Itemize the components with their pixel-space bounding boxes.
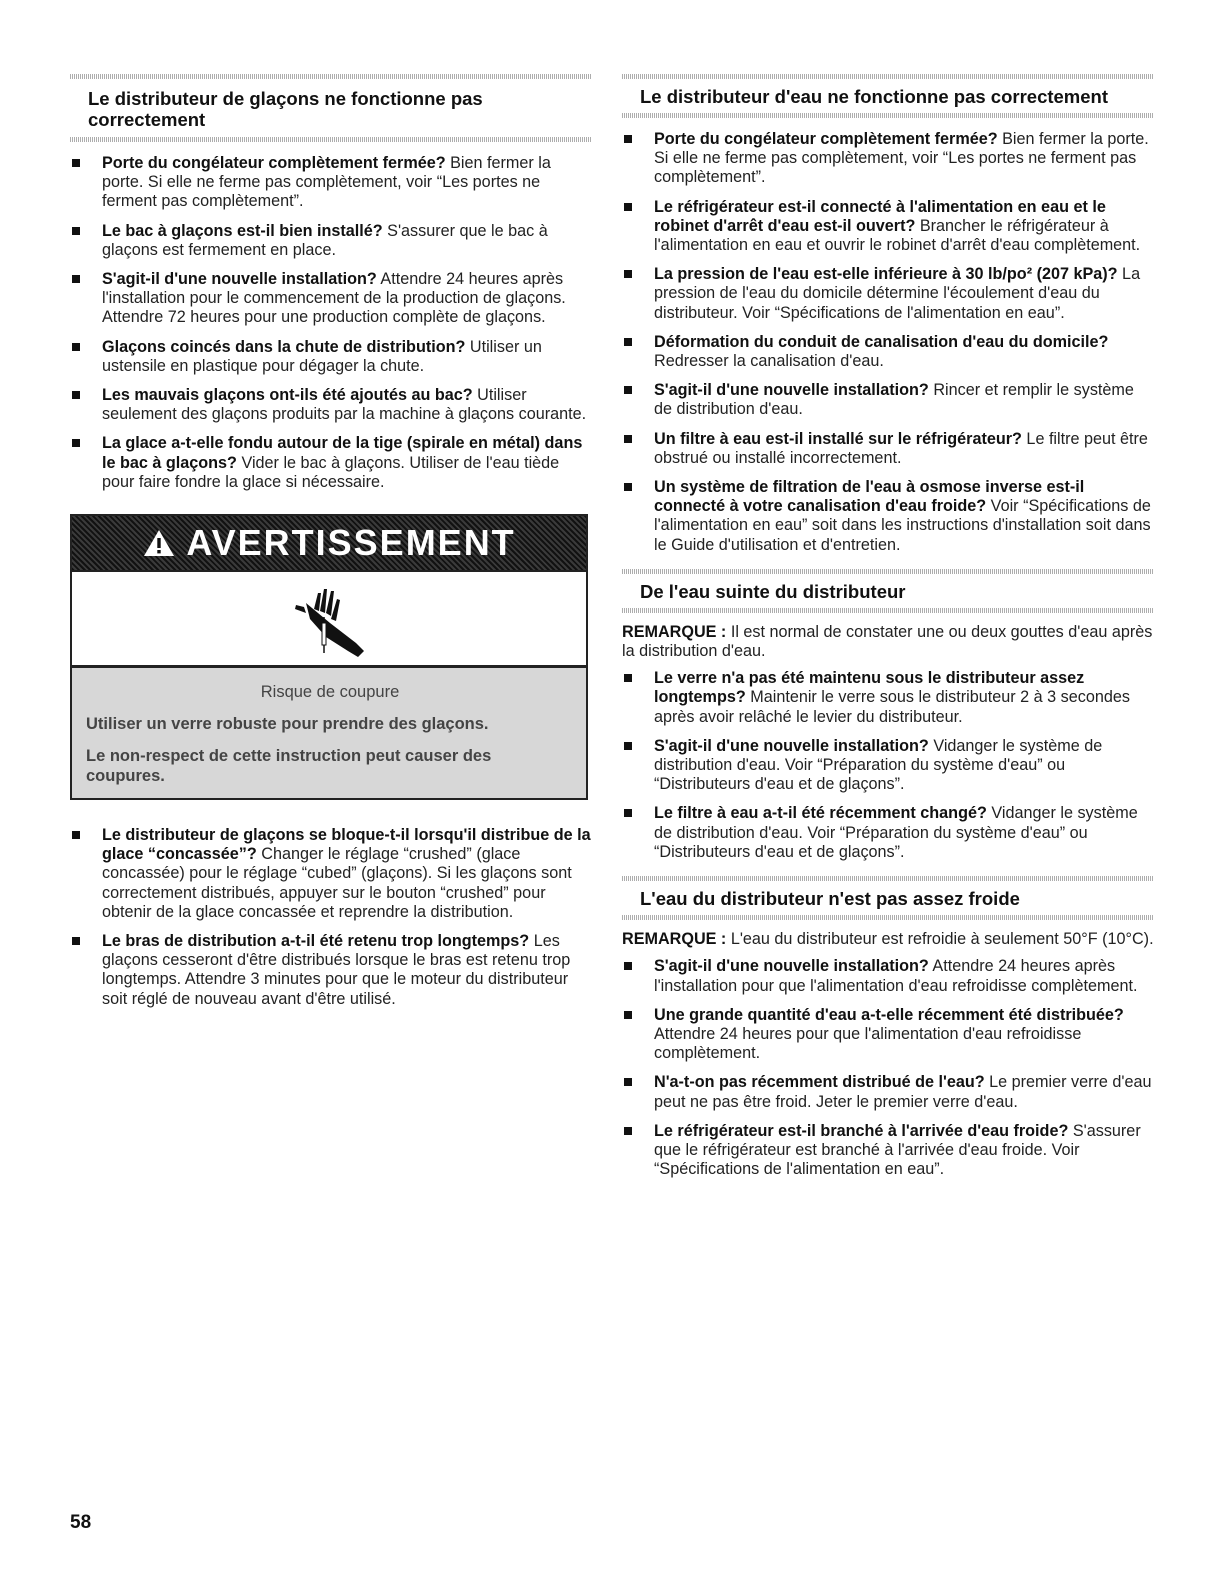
right-column xyxy=(622,74,1154,1189)
list-item: Le verre n'a pas été maintenu sous le distributeur assez longtemps? Maintenir le verre sous le distributeur 2 à 3 secondes après avoir relâché le levier du distributeur. xyxy=(622,669,1154,727)
list-item: Porte du congélateur complètement fermée? Bien fermer la porte. Si elle ne ferme pas complètement, voir “Les portes ne ferment pas complètement”. xyxy=(622,130,1154,188)
section-title-water-leak: De l'eau suinte du distributeur xyxy=(640,580,906,602)
warning-title: AVERTISSEMENT xyxy=(186,522,516,564)
section-rule xyxy=(70,137,592,142)
section-rule xyxy=(70,74,592,79)
section-rule xyxy=(622,74,1154,79)
section-rule xyxy=(622,113,1154,118)
list-item: Glaçons coincés dans la chute de distribution? Utiliser un ustensile en plastique pour dégager la chute. xyxy=(70,338,592,376)
warning-triangle-icon xyxy=(142,528,176,558)
water-leak-note: REMARQUE : Il est normal de constater une ou deux gouttes d'eau après la distribution d'eau. xyxy=(622,622,1153,661)
section-title-water-not-cold: L'eau du distributeur n'est pas assez froide xyxy=(640,888,1020,910)
warning-body xyxy=(72,668,586,798)
warning-header xyxy=(72,516,586,572)
list-item: Le distributeur de glaçons se bloque-t-il lorsqu'il distribue de la glace “concassée”? Changer le réglage “crushed” (glace concassée) pour le réglage “cubed” (glaçons). Si les glaçons sont correctement distribués, appuyer sur le bouton “crushed” pour obtenir de la glace concassée et reprendre la distribution. xyxy=(70,826,592,922)
list-item: Les mauvais glaçons ont-ils été ajoutés au bac? Utiliser seulement des glaçons produits par la machine à glaçons courante. xyxy=(70,386,592,424)
list-item: Le filtre à eau a-t-il été récemment changé? Vidanger le système de distribution d'eau. Voir “Préparation du système d'eau” ou “Distributeurs d'eau et de glaçons”. xyxy=(622,804,1154,862)
list-item: N'a-t-on pas récemment distribué de l'eau? Le premier verre d'eau peut ne pas être froid. Jeter le premier verre d'eau. xyxy=(622,1073,1154,1111)
water-leak-list xyxy=(622,669,1154,862)
water-not-cold-list xyxy=(622,957,1154,1179)
section-rule xyxy=(622,876,1154,881)
warning-instruction: Utiliser un verre robuste pour prendre des glaçons. xyxy=(86,715,489,734)
water-not-cold-note: REMARQUE : L'eau du distributeur est refroidie à seulement 50°F (10°C). xyxy=(622,930,1154,949)
cut-hand-icon xyxy=(284,579,374,659)
ice-dispenser-list-continued xyxy=(70,826,592,1009)
list-item: S'agit-il d'une nouvelle installation? Rincer et remplir le système de distribution d'eau. xyxy=(622,381,1154,419)
list-item: Le réfrigérateur est-il branché à l'arrivée d'eau froide? S'assurer que le réfrigérateur est branché à l'arrivée d'eau froide. Voir “Spécifications de l'alimentation en eau”. xyxy=(622,1122,1154,1180)
list-item: Déformation du conduit de canalisation d'eau du domicile? Redresser la canalisation d'eau. xyxy=(622,333,1154,371)
list-item: S'agit-il d'une nouvelle installation? Attendre 24 heures après l'installation pour le commencement de la production de glaçons. Attendre 72 heures pour une production complète de glaçons. xyxy=(70,270,592,328)
list-item: Une grande quantité d'eau a-t-elle récemment été distribuée? Attendre 24 heures pour que l'alimentation d'eau refroidisse complètement. xyxy=(622,1006,1154,1064)
warning-box xyxy=(70,514,588,800)
list-item: Un filtre à eau est-il installé sur le réfrigérateur? Le filtre peut être obstrué ou installé incorrectement. xyxy=(622,430,1154,468)
list-item: Le réfrigérateur est-il connecté à l'alimentation en eau et le robinet d'arrêt d'eau est-il ouvert? Brancher le réfrigérateur à l'alimentation en eau et ouvrir le robinet d'arrêt d'eau complètement. xyxy=(622,198,1154,256)
list-item: La glace a-t-elle fondu autour de la tige (spirale en métal) dans le bac à glaçons? Vider le bac à glaçons. Utiliser de l'eau tiède pour faire fondre la glace si nécessaire. xyxy=(70,434,592,492)
list-item: S'agit-il d'une nouvelle installation? Attendre 24 heures après l'installation pour que l'alimentation d'eau refroidisse complètement. xyxy=(622,957,1154,995)
section-rule xyxy=(622,915,1154,920)
section-rule xyxy=(622,569,1154,574)
warning-icon-row xyxy=(72,572,586,668)
list-item: Le bac à glaçons est-il bien installé? S'assurer que le bac à glaçons est fermement en place. xyxy=(70,222,592,260)
section-rule xyxy=(622,608,1154,613)
list-item: Un système de filtration de l'eau à osmose inverse est-il connecté à votre canalisation d'eau froide? Voir “Spécifications de l'alimentation en eau” soit dans les instructions d'installation soit dans le Guide d'utilisation et d'entretien. xyxy=(622,478,1154,555)
ice-dispenser-list xyxy=(70,154,592,492)
list-item: Porte du congélateur complètement fermée? Bien fermer la porte. Si elle ne ferme pas complètement, voir “Les portes ne ferment pas complètement”. xyxy=(70,154,592,212)
list-item: S'agit-il d'une nouvelle installation? Vidanger le système de distribution d'eau. Voir “Préparation du système d'eau” ou “Distributeurs d'eau et de glaçons”. xyxy=(622,737,1154,795)
water-dispenser-list xyxy=(622,130,1154,555)
section-title-ice-dispenser: Le distributeur de glaçons ne fonctionne pas correctement xyxy=(88,88,483,130)
warning-hazard: Risque de coupure xyxy=(260,683,400,702)
list-item: La pression de l'eau est-elle inférieure à 30 lb/po² (207 kPa)? La pression de l'eau du domicile détermine l'écoulement d'eau du distributeur. Voir “Spécifications de l'alimentation en eau”. xyxy=(622,265,1154,323)
section-title-water-dispenser: Le distributeur d'eau ne fonctionne pas correctement xyxy=(640,86,1109,107)
left-column xyxy=(70,74,592,1019)
page-number: 58 xyxy=(70,1512,92,1533)
list-item: Le bras de distribution a-t-il été retenu trop longtemps? Les glaçons cesseront d'être distribués lorsque le bras est retenu trop longtemps. Attendre 3 minutes pour que le moteur du distributeur soit réglé de nouveau avant d'être utilisé. xyxy=(70,932,592,1009)
warning-consequence: Le non-respect de cette instruction peut causer des coupures. xyxy=(86,747,492,786)
